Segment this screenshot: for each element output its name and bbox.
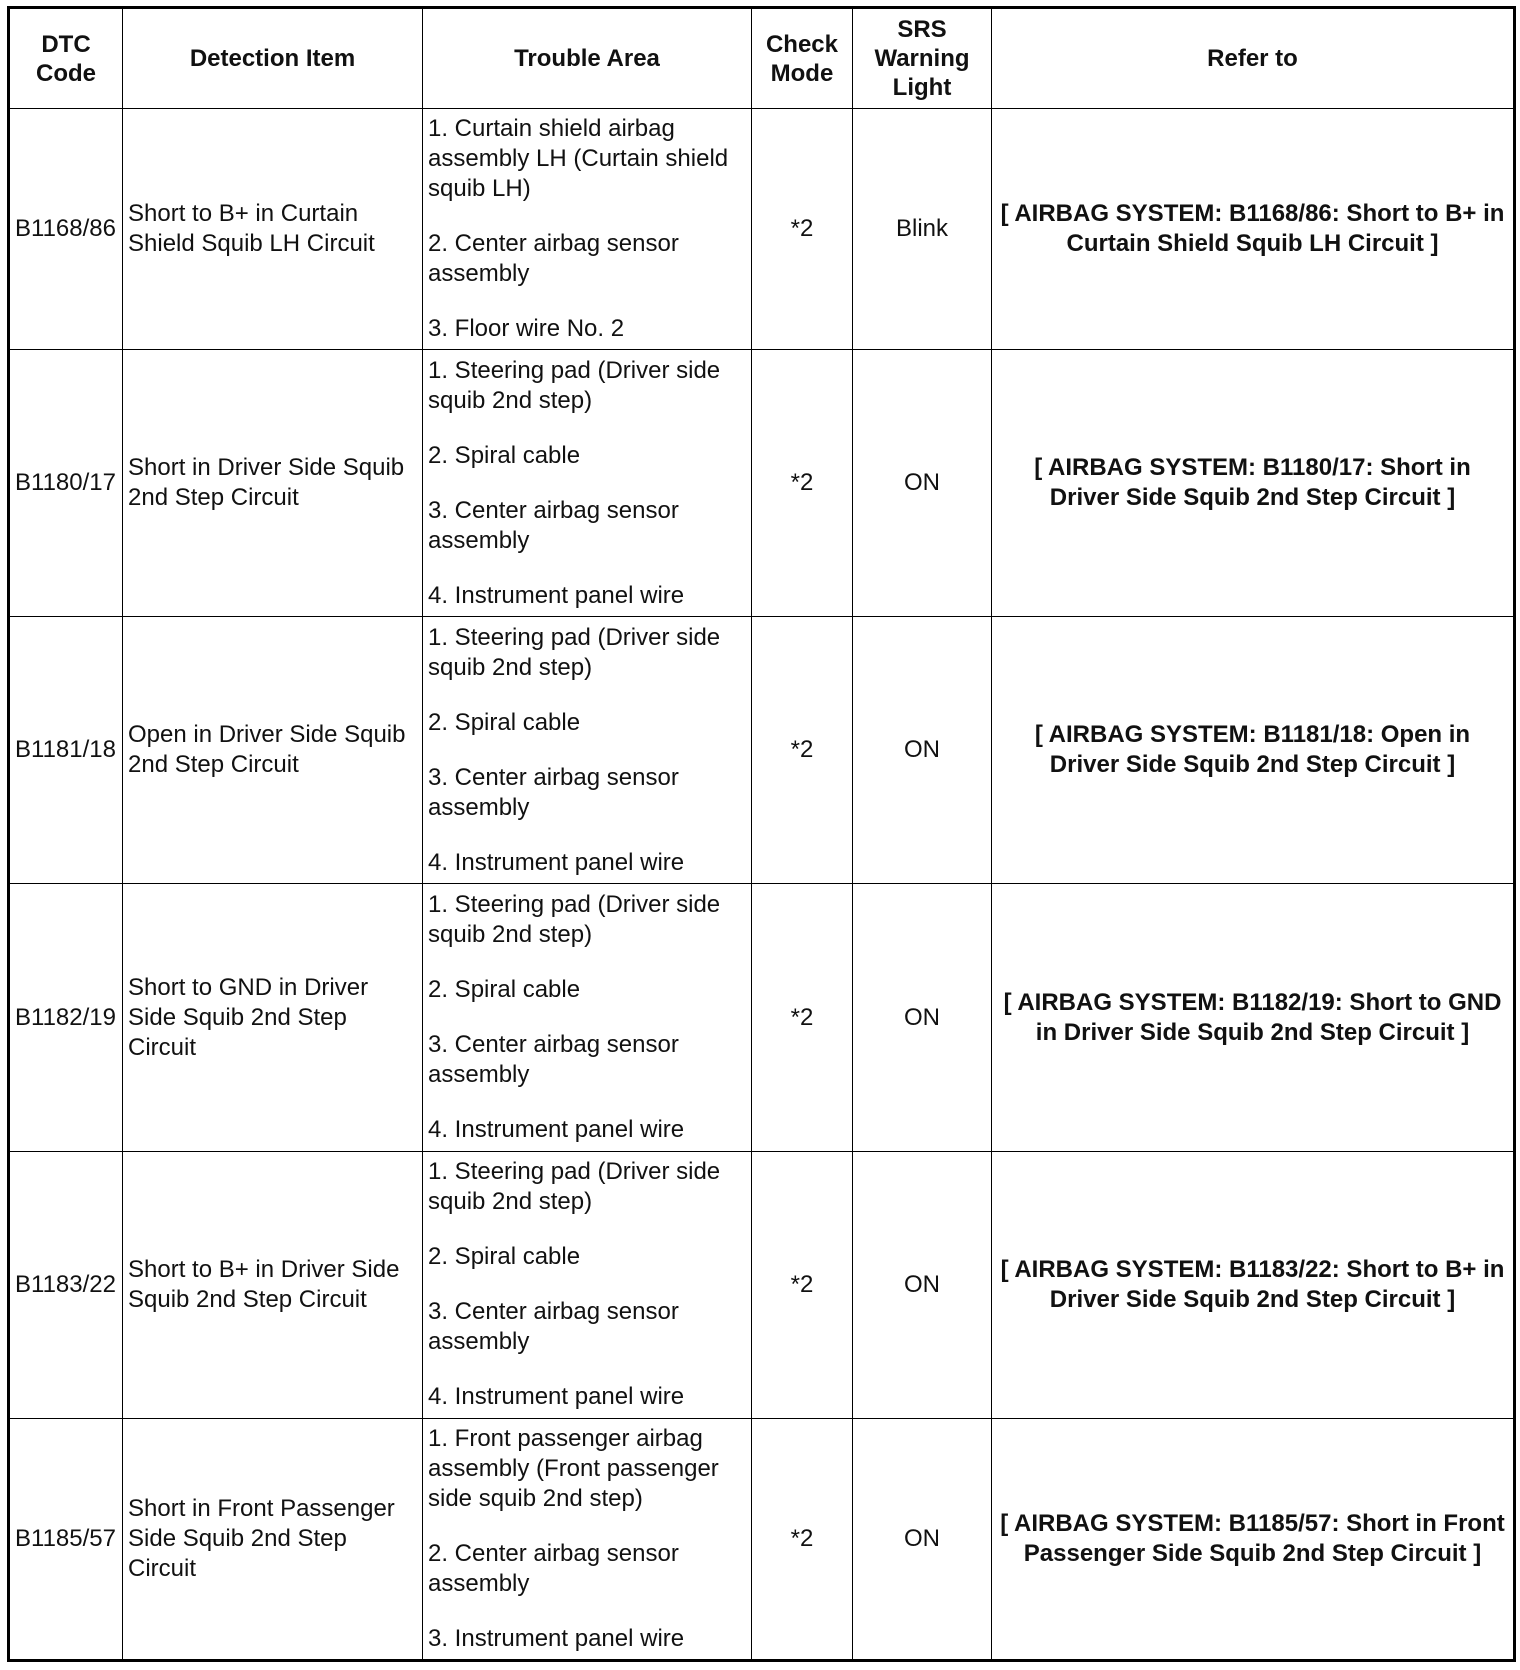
srs-warning-light-cell: ON bbox=[853, 350, 992, 617]
header-dtc-code: DTC Code bbox=[9, 8, 123, 109]
trouble-area-item: 3. Center airbag sensor assembly bbox=[428, 763, 679, 821]
trouble-area-item: 2. Spiral cable bbox=[428, 1243, 581, 1271]
trouble-area-item: 1. Steering pad (Driver side squib 2nd step) bbox=[428, 356, 721, 414]
check-mode-cell: *2 bbox=[752, 884, 853, 1151]
dtc-table bbox=[7, 6, 1516, 1662]
check-mode-cell: *2 bbox=[752, 617, 853, 884]
trouble-area-cell bbox=[423, 109, 752, 350]
table-body bbox=[9, 109, 1515, 1661]
dtc-code-cell: B1185/57 bbox=[9, 1418, 123, 1660]
srs-warning-light-cell: ON bbox=[853, 1418, 992, 1660]
dtc-code-cell: B1181/18 bbox=[9, 617, 123, 884]
refer-to-cell: [ AIRBAG SYSTEM: B1182/19: Short to GND in Driver Side Squib 2nd Step Circuit ] bbox=[992, 884, 1515, 1151]
trouble-area-item: 3. Center airbag sensor assembly bbox=[428, 1298, 679, 1356]
detection-item-cell: Short to B+ in Driver Side Squib 2nd Step Circuit bbox=[123, 1151, 423, 1418]
header-check-mode: Check Mode bbox=[752, 8, 853, 109]
dtc-code-cell: B1183/22 bbox=[9, 1151, 123, 1418]
refer-to-cell: [ AIRBAG SYSTEM: B1181/18: Open in Driver Side Squib 2nd Step Circuit ] bbox=[992, 617, 1515, 884]
check-mode-cell: *2 bbox=[752, 1151, 853, 1418]
trouble-area-item: 1. Steering pad (Driver side squib 2nd step) bbox=[428, 891, 721, 949]
check-mode-cell: *2 bbox=[752, 1418, 853, 1660]
trouble-area-item: 3. Center airbag sensor assembly bbox=[428, 496, 679, 554]
check-mode-cell: *2 bbox=[752, 109, 853, 350]
detection-item-cell: Short to GND in Driver Side Squib 2nd Step Circuit bbox=[123, 884, 423, 1151]
header-srs-warning-light: SRS Warning Light bbox=[853, 8, 992, 109]
table-row bbox=[9, 109, 1515, 350]
trouble-area-cell bbox=[423, 1151, 752, 1418]
header-refer-to: Refer to bbox=[992, 8, 1515, 109]
trouble-area-item: 2. Center airbag sensor assembly bbox=[428, 230, 679, 288]
refer-to-cell: [ AIRBAG SYSTEM: B1180/17: Short in Driver Side Squib 2nd Step Circuit ] bbox=[992, 350, 1515, 617]
refer-to-cell: [ AIRBAG SYSTEM: B1183/22: Short to B+ in Driver Side Squib 2nd Step Circuit ] bbox=[992, 1151, 1515, 1418]
srs-warning-light-cell: ON bbox=[853, 884, 992, 1151]
refer-to-cell: [ AIRBAG SYSTEM: B1168/86: Short to B+ in Curtain Shield Squib LH Circuit ] bbox=[992, 109, 1515, 350]
trouble-area-item: 2. Center airbag sensor assembly bbox=[428, 1539, 679, 1597]
table-row bbox=[9, 884, 1515, 1151]
trouble-area-item: 4. Instrument panel wire bbox=[428, 1383, 685, 1411]
header-detection-item: Detection Item bbox=[123, 8, 423, 109]
trouble-area-item: 3. Floor wire No. 2 bbox=[428, 315, 625, 343]
trouble-area-item: 1. Steering pad (Driver side squib 2nd step) bbox=[428, 1158, 721, 1216]
trouble-area-item: 1. Curtain shield airbag assembly LH (Curtain shield squib LH) bbox=[428, 115, 729, 203]
table-row bbox=[9, 1151, 1515, 1418]
detection-item-cell: Open in Driver Side Squib 2nd Step Circuit bbox=[123, 617, 423, 884]
dtc-code-cell: B1168/86 bbox=[9, 109, 123, 350]
dtc-code-cell: B1182/19 bbox=[9, 884, 123, 1151]
header-row bbox=[9, 8, 1515, 109]
srs-warning-light-cell: ON bbox=[853, 1151, 992, 1418]
check-mode-cell: *2 bbox=[752, 350, 853, 617]
trouble-area-item: 1. Steering pad (Driver side squib 2nd step) bbox=[428, 623, 721, 681]
trouble-area-item: 4. Instrument panel wire bbox=[428, 848, 685, 876]
trouble-area-item: 4. Instrument panel wire bbox=[428, 1116, 685, 1144]
trouble-area-item: 2. Spiral cable bbox=[428, 441, 581, 469]
trouble-area-cell bbox=[423, 884, 752, 1151]
header-trouble-area: Trouble Area bbox=[423, 8, 752, 109]
table-row bbox=[9, 350, 1515, 617]
dtc-code-cell: B1180/17 bbox=[9, 350, 123, 617]
detection-item-cell: Short in Front Passenger Side Squib 2nd Step Circuit bbox=[123, 1418, 423, 1660]
trouble-area-cell bbox=[423, 350, 752, 617]
refer-to-cell: [ AIRBAG SYSTEM: B1185/57: Short in Front Passenger Side Squib 2nd Step Circuit ] bbox=[992, 1418, 1515, 1660]
trouble-area-item: 1. Front passenger airbag assembly (Front passenger side squib 2nd step) bbox=[428, 1424, 719, 1512]
table-row bbox=[9, 617, 1515, 884]
trouble-area-cell bbox=[423, 1418, 752, 1660]
trouble-area-item: 2. Spiral cable bbox=[428, 976, 581, 1004]
trouble-area-cell bbox=[423, 617, 752, 884]
trouble-area-item: 3. Center airbag sensor assembly bbox=[428, 1031, 679, 1089]
detection-item-cell: Short in Driver Side Squib 2nd Step Circuit bbox=[123, 350, 423, 617]
trouble-area-item: 3. Instrument panel wire bbox=[428, 1624, 685, 1652]
detection-item-cell: Short to B+ in Curtain Shield Squib LH Circuit bbox=[123, 109, 423, 350]
srs-warning-light-cell: ON bbox=[853, 617, 992, 884]
table-row bbox=[9, 1418, 1515, 1660]
trouble-area-item: 2. Spiral cable bbox=[428, 708, 581, 736]
srs-warning-light-cell: Blink bbox=[853, 109, 992, 350]
trouble-area-item: 4. Instrument panel wire bbox=[428, 581, 685, 609]
